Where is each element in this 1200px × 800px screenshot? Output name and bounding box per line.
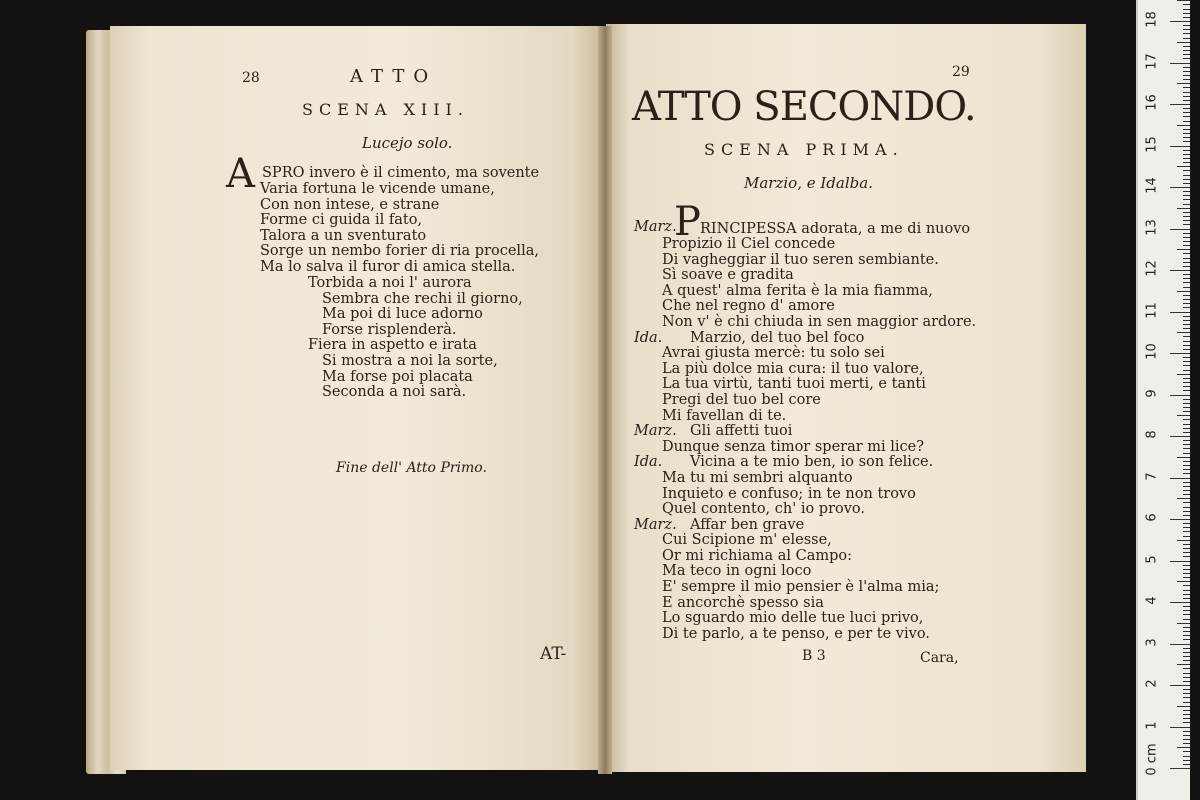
ruler-tick xyxy=(1183,162,1190,163)
ruler-tick xyxy=(1183,278,1190,279)
ruler-tick xyxy=(1183,631,1190,632)
dialogue-line: Ma tu mi sembri alquanto xyxy=(662,469,853,486)
ruler-tick xyxy=(1183,287,1190,288)
ruler-tick xyxy=(1183,328,1190,329)
dialogue-line: Dunque senza timor sperar mi lice? xyxy=(662,438,925,455)
ruler-tick xyxy=(1183,731,1190,732)
ruler-tick xyxy=(1183,266,1190,267)
ruler-number: 6 xyxy=(1144,513,1160,522)
ruler-tick xyxy=(1183,158,1190,159)
ruler-tick xyxy=(1177,42,1190,43)
ruler-tick xyxy=(1177,291,1190,292)
verse-line: Varia fortuna le vicende umane, xyxy=(260,181,495,197)
ruler-tick xyxy=(1183,341,1190,342)
ruler-tick xyxy=(1183,87,1190,88)
ruler-tick xyxy=(1183,440,1190,441)
ruler-tick xyxy=(1177,374,1190,375)
ruler-tick xyxy=(1183,606,1190,607)
dialogue-line: Lo sguardo mio delle tue luci privo, xyxy=(662,610,924,627)
ruler-tick xyxy=(1183,407,1190,408)
verse-line: Fiera in aspetto e irata xyxy=(308,337,477,354)
ruler-tick xyxy=(1183,258,1190,259)
ruler-number: 16 xyxy=(1144,94,1160,111)
ruler-tick xyxy=(1183,108,1190,109)
ruler-tick xyxy=(1183,137,1190,138)
ruler-tick xyxy=(1183,370,1190,371)
ruler-tick xyxy=(1183,220,1190,221)
ruler-number: 14 xyxy=(1144,177,1160,194)
ruler-tick xyxy=(1183,428,1190,429)
ruler-tick xyxy=(1183,253,1190,254)
ruler-tick xyxy=(1183,386,1190,387)
ruler-tick xyxy=(1183,461,1190,462)
ruler-tick xyxy=(1183,515,1190,516)
book-gutter xyxy=(598,26,612,774)
ruler-tick xyxy=(1170,602,1190,603)
ruler-tick xyxy=(1183,349,1190,350)
ruler-tick xyxy=(1177,125,1190,126)
ruler-tick xyxy=(1183,751,1190,752)
ruler-tick xyxy=(1183,282,1190,283)
ruler-tick xyxy=(1183,361,1190,362)
verse-line: Ma poi di luce adorno xyxy=(322,306,483,323)
ruler-tick xyxy=(1183,619,1190,620)
speaker-label: Marz. xyxy=(634,423,677,440)
ruler-tick xyxy=(1183,577,1190,578)
ruler-tick xyxy=(1170,644,1190,645)
ruler-tick xyxy=(1183,531,1190,532)
dialogue-line: E ancorchè spesso sia xyxy=(662,594,824,611)
ruler-tick xyxy=(1183,486,1190,487)
ruler-tick xyxy=(1183,191,1190,192)
ruler-tick xyxy=(1183,424,1190,425)
dialogue-line: A quest' alma ferita è la mia fiamma, xyxy=(662,282,933,299)
ruler-tick xyxy=(1183,96,1190,97)
ruler-tick xyxy=(1170,685,1190,686)
ruler-tick xyxy=(1183,668,1190,669)
ruler-number: 11 xyxy=(1144,301,1160,319)
ruler-tick xyxy=(1183,170,1190,171)
ruler-number: 17 xyxy=(1144,52,1160,70)
ruler-number: 5 xyxy=(1144,554,1160,564)
ruler-tick xyxy=(1170,104,1190,105)
ruler-tick xyxy=(1183,448,1190,449)
dialogue-line: Marzio, del tuo bel foco xyxy=(690,329,865,346)
ruler-tick xyxy=(1183,237,1190,238)
ruler-tick xyxy=(1183,693,1190,694)
speaker-label: Ida. xyxy=(634,454,663,471)
ruler-tick xyxy=(1183,274,1190,275)
ruler-number: 8 xyxy=(1144,430,1160,439)
ruler-tick xyxy=(1183,639,1190,640)
verse-line: Forse risplenderà. xyxy=(322,321,457,338)
verse-line: Forme ci guida il fato, xyxy=(260,212,423,229)
left-catchword: AT- xyxy=(540,644,567,664)
verse-line: Talora a un sventurato xyxy=(260,227,427,244)
ruler-tick xyxy=(1183,507,1190,508)
ruler-tick xyxy=(1183,735,1190,736)
right-page-number: 29 xyxy=(952,64,970,80)
ruler-tick xyxy=(1183,357,1190,358)
ruler-tick xyxy=(1183,133,1190,134)
left-aria xyxy=(308,276,523,401)
dialogue-line: Quel contento, ch' io provo. xyxy=(662,501,866,518)
ruler-tick xyxy=(1177,664,1190,665)
verse-line: Con non intese, e strane xyxy=(260,196,440,213)
ruler-tick xyxy=(1183,179,1190,180)
ruler-tick xyxy=(1183,71,1190,72)
ruler-tick xyxy=(1183,17,1190,18)
ruler-tick xyxy=(1183,710,1190,711)
ruler-tick xyxy=(1183,739,1190,740)
dialogue-line: E' sempre il mio pensier è l'alma mia; xyxy=(662,579,940,596)
dialogue-block xyxy=(634,237,1074,642)
dialogue-line: Or mi richiama al Campo: xyxy=(662,547,853,564)
ruler-number: 9 xyxy=(1144,388,1160,398)
ruler-tick xyxy=(1183,689,1190,690)
ruler-tick xyxy=(1183,303,1190,304)
ruler-tick xyxy=(1183,262,1190,263)
ruler-tick xyxy=(1183,50,1190,51)
ruler-tick xyxy=(1183,756,1190,757)
ruler-tick xyxy=(1183,67,1190,68)
ruler-tick xyxy=(1183,25,1190,26)
ruler-tick xyxy=(1170,519,1190,520)
left-scene-heading: SCENA XIII. xyxy=(302,100,469,119)
ruler-tick xyxy=(1183,233,1190,234)
ruler-tick xyxy=(1183,527,1190,528)
ruler-tick xyxy=(1183,660,1190,661)
ruler-tick xyxy=(1183,718,1190,719)
ruler-tick xyxy=(1183,760,1190,761)
ruler-tick xyxy=(1183,204,1190,205)
ruler-tick xyxy=(1183,299,1190,300)
ruler-tick xyxy=(1170,768,1190,769)
ruler-tick xyxy=(1183,199,1190,200)
ruler-tick xyxy=(1183,245,1190,246)
verse-line: Sorge un nembo forier di ria procella, xyxy=(260,243,539,260)
ruler-tick xyxy=(1183,295,1190,296)
dialogue-line: Di te parlo, a te penso, e per te vivo. xyxy=(662,625,930,642)
verse-line: Torbida a noi l' aurora xyxy=(308,275,472,291)
dialogue-line: Inquieto e confuso; in te non trovo xyxy=(662,485,916,502)
ruler-tick xyxy=(1183,116,1190,117)
ruler-tick xyxy=(1183,714,1190,715)
dialogue-line: La tua virtù, tanti tuoi merti, e tanti xyxy=(662,376,926,393)
dialogue-line: Che nel regno d' amore xyxy=(662,298,835,315)
dialogue-line: Non v' è chi chiuda in sen maggior ardore. xyxy=(662,313,977,330)
verse-line: Seconda a noi sarà. xyxy=(322,384,467,401)
speaker-label: Marz. xyxy=(634,219,677,235)
ruler-tick xyxy=(1183,673,1190,674)
ruler-number: 3 xyxy=(1144,637,1160,647)
dialogue-line: RINCIPESSA adorata, a me di nuovo xyxy=(700,221,971,237)
ruler-tick xyxy=(1183,536,1190,537)
dialogue-line: Cui Scipione m' elesse, xyxy=(662,532,832,549)
ruler-number: 18 xyxy=(1144,11,1160,28)
ruler-tick xyxy=(1183,224,1190,225)
ruler-tick xyxy=(1183,365,1190,366)
ruler-tick xyxy=(1170,353,1190,354)
ruler-tick xyxy=(1177,706,1190,707)
ruler-tick xyxy=(1177,623,1190,624)
ruler-tick xyxy=(1183,403,1190,404)
ruler-tick xyxy=(1183,241,1190,242)
ruler-tick xyxy=(1177,166,1190,167)
ruler-tick xyxy=(1183,565,1190,566)
ruler-tick xyxy=(1183,590,1190,591)
ruler-tick xyxy=(1183,212,1190,213)
ruler-number: 13 xyxy=(1144,218,1160,236)
ruler-tick xyxy=(1183,614,1190,615)
left-page-number: 28 xyxy=(242,70,260,86)
dialogue-line: Vicina a te mio ben, io son felice. xyxy=(690,454,934,471)
ruler-tick xyxy=(1183,648,1190,649)
ruler-tick xyxy=(1183,324,1190,325)
ruler-tick xyxy=(1170,478,1190,479)
ruler-tick xyxy=(1183,195,1190,196)
ruler-tick xyxy=(1183,465,1190,466)
ruler-tick xyxy=(1170,63,1190,64)
ruler-number: 12 xyxy=(1144,260,1160,277)
ruler-tick xyxy=(1183,419,1190,420)
ruler-tick xyxy=(1183,129,1190,130)
dialogue-line: Ma teco in ogni loco xyxy=(662,563,812,580)
ruler-tick xyxy=(1183,390,1190,391)
ruler-number: 2 xyxy=(1144,679,1160,688)
ruler-tick xyxy=(1170,312,1190,313)
ruler-tick xyxy=(1183,345,1190,346)
right-catchword: Cara, xyxy=(920,650,959,666)
ruler-tick xyxy=(1183,702,1190,703)
ruler-tick xyxy=(1183,79,1190,80)
ruler-tick xyxy=(1177,415,1190,416)
ruler-tick xyxy=(1177,208,1190,209)
ruler-tick xyxy=(1183,652,1190,653)
ruler-tick xyxy=(1183,635,1190,636)
ruler-tick xyxy=(1170,229,1190,230)
ruler-tick xyxy=(1183,13,1190,14)
ruler-tick xyxy=(1177,457,1190,458)
ruler-tick xyxy=(1183,46,1190,47)
ruler-tick xyxy=(1183,307,1190,308)
ruler-tick xyxy=(1183,494,1190,495)
left-dropcap: A xyxy=(226,151,255,197)
ruler-tick xyxy=(1170,21,1190,22)
ruler-tick xyxy=(1183,610,1190,611)
ruler-tick xyxy=(1183,378,1190,379)
ruler-tick xyxy=(1183,216,1190,217)
act-title: ATTO SECONDO. xyxy=(632,84,976,130)
left-page xyxy=(110,26,602,770)
ruler-tick xyxy=(1183,598,1190,599)
ruler-tick xyxy=(1183,548,1190,549)
verse-line: Si mostra a noi la sorte, xyxy=(322,352,498,369)
ruler-number: 1 xyxy=(1144,720,1160,730)
dialogue-line: Mi favellan di te. xyxy=(662,407,787,424)
ruler-tick xyxy=(1183,175,1190,176)
left-character-line: Lucejo solo. xyxy=(362,134,453,152)
ruler-tick xyxy=(1183,482,1190,483)
ruler-tick xyxy=(1183,697,1190,698)
ruler-tick xyxy=(1183,469,1190,470)
ruler-tick xyxy=(1177,540,1190,541)
ruler-tick xyxy=(1183,100,1190,101)
end-of-act-note: Fine dell' Atto Primo. xyxy=(336,460,487,476)
ruler-tick xyxy=(1183,523,1190,524)
ruler-tick xyxy=(1170,146,1190,147)
ruler-tick xyxy=(1183,92,1190,93)
ruler-tick xyxy=(1183,569,1190,570)
verse-line: Sembra che rechi il giorno, xyxy=(322,290,523,307)
ruler-tick xyxy=(1183,681,1190,682)
ruler-tick xyxy=(1183,764,1190,765)
ruler-number: 15 xyxy=(1144,135,1160,153)
ruler-number: 4 xyxy=(1144,596,1160,605)
ruler-tick xyxy=(1177,249,1190,250)
ruler-tick xyxy=(1170,270,1190,271)
ruler-tick xyxy=(1183,9,1190,10)
speaker-label: Marz. xyxy=(634,516,677,533)
right-scene-heading: SCENA PRIMA. xyxy=(704,140,904,159)
ruler-tick xyxy=(1170,187,1190,188)
ruler-tick xyxy=(1170,561,1190,562)
ruler-tick xyxy=(1183,112,1190,113)
measuring-ruler xyxy=(1136,0,1190,800)
ruler-tick xyxy=(1177,581,1190,582)
ruler-tick xyxy=(1183,75,1190,76)
ruler-tick xyxy=(1183,58,1190,59)
ruler-tick xyxy=(1183,54,1190,55)
ruler-tick xyxy=(1177,83,1190,84)
dialogue-line: Affar ben grave xyxy=(690,516,805,533)
ruler-tick xyxy=(1183,511,1190,512)
ruler-tick xyxy=(1183,490,1190,491)
ruler-tick xyxy=(1183,316,1190,317)
ruler-tick xyxy=(1183,722,1190,723)
ruler-tick xyxy=(1183,4,1190,5)
left-running-head: ATTO xyxy=(350,66,438,87)
ruler-tick xyxy=(1183,382,1190,383)
dialogue-line: Propizio il Ciel concede xyxy=(662,236,836,252)
verse-line: Ma forse poi placata xyxy=(322,368,473,385)
right-dropcap: P xyxy=(674,199,701,245)
ruler-tick xyxy=(1183,183,1190,184)
dialogue-line: Sì soave e gradita xyxy=(662,267,794,284)
ruler-tick xyxy=(1183,585,1190,586)
ruler-tick xyxy=(1183,656,1190,657)
ruler-number: 10 xyxy=(1144,343,1160,360)
ruler-tick xyxy=(1183,573,1190,574)
ruler-tick xyxy=(1170,436,1190,437)
ruler-tick xyxy=(1177,332,1190,333)
ruler-tick xyxy=(1183,38,1190,39)
ruler-number: 7 xyxy=(1144,471,1160,481)
ruler-tick xyxy=(1183,33,1190,34)
ruler-tick xyxy=(1183,29,1190,30)
ruler-tick xyxy=(1170,727,1190,728)
ruler-tick xyxy=(1183,154,1190,155)
ruler-tick xyxy=(1183,743,1190,744)
ruler-tick xyxy=(1183,121,1190,122)
dialogue-line: Di vagheggiar il tuo seren sembiante. xyxy=(662,251,939,268)
ruler-tick xyxy=(1183,552,1190,553)
dialogue-line: Pregi del tuo bel core xyxy=(662,391,821,408)
ruler-tick xyxy=(1183,336,1190,337)
ruler-tick xyxy=(1183,594,1190,595)
ruler-tick xyxy=(1177,498,1190,499)
dialogue-line: Gli affetti tuoi xyxy=(690,423,793,440)
dialogue-line: Avrai giusta mercè: tu solo sei xyxy=(662,345,885,362)
ruler-tick xyxy=(1183,444,1190,445)
speaker-label: Ida. xyxy=(634,329,663,346)
left-first-line: SPRO invero è il cimento, ma sovente xyxy=(262,165,540,181)
verse-line: Ma lo salva il furor di amica stella. xyxy=(260,258,516,275)
ruler-tick xyxy=(1170,395,1190,396)
ruler-tick xyxy=(1177,747,1190,748)
ruler-number: 0 cm xyxy=(1144,743,1160,776)
ruler-tick xyxy=(1183,544,1190,545)
ruler-tick xyxy=(1183,627,1190,628)
right-page xyxy=(606,24,1086,772)
ruler-tick xyxy=(1183,502,1190,503)
ruler-tick xyxy=(1183,556,1190,557)
ruler-tick xyxy=(1183,677,1190,678)
ruler-tick xyxy=(1183,320,1190,321)
ruler-tick xyxy=(1183,399,1190,400)
ruler-tick xyxy=(1177,0,1190,1)
dialogue-line: La più dolce mia cura: il tuo valore, xyxy=(662,360,924,377)
ruler-tick xyxy=(1183,141,1190,142)
ruler-tick xyxy=(1183,411,1190,412)
right-characters: Marzio, e Idalba. xyxy=(744,174,873,192)
ruler-tick xyxy=(1183,432,1190,433)
ruler-tick xyxy=(1183,150,1190,151)
ruler-tick xyxy=(1183,473,1190,474)
ruler-tick xyxy=(1183,453,1190,454)
signature-mark: B 3 xyxy=(802,648,826,664)
